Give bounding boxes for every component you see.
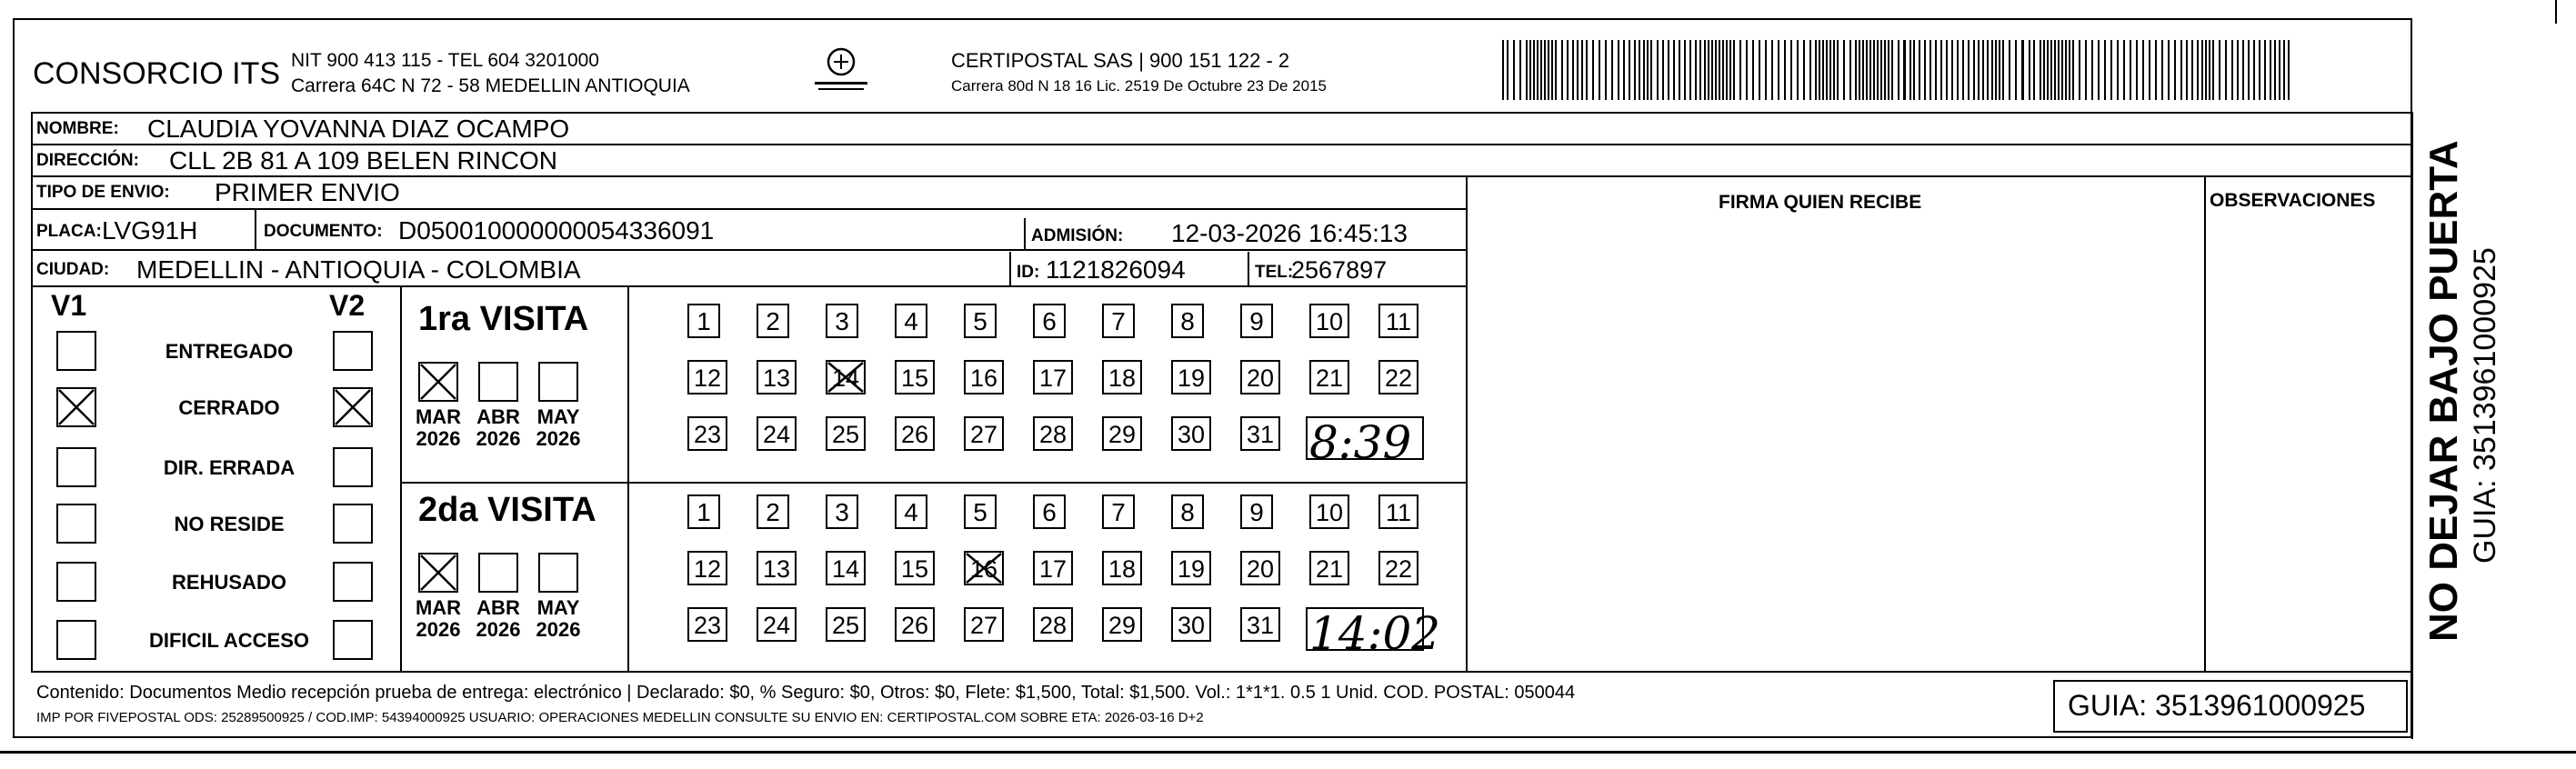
visit1-day-box[interactable] bbox=[1171, 304, 1204, 338]
status-v2-checkbox[interactable] bbox=[333, 620, 373, 660]
day-number: 24 bbox=[762, 612, 791, 639]
visit1-day-box[interactable] bbox=[895, 360, 935, 394]
visit1-title: 1ra VISITA bbox=[418, 300, 589, 338]
day-number: 26 bbox=[900, 612, 929, 639]
day-number: 18 bbox=[1108, 365, 1137, 392]
certipostal-logo bbox=[809, 42, 873, 96]
day-number: 14 bbox=[831, 555, 860, 583]
document-label: DOCUMENTO: bbox=[264, 222, 383, 241]
visit1-day-box[interactable] bbox=[964, 416, 1004, 451]
check-mark-icon bbox=[333, 387, 373, 427]
day-number: 9 bbox=[1249, 307, 1264, 335]
visit2-day-box[interactable] bbox=[687, 494, 720, 529]
col-line bbox=[2411, 112, 2413, 739]
day-number: 7 bbox=[1111, 498, 1126, 526]
check-mark-icon bbox=[964, 551, 1004, 585]
visit2-day-box[interactable] bbox=[826, 607, 866, 642]
status-v2-checkbox[interactable] bbox=[333, 387, 373, 427]
visit1-month-checkbox[interactable] bbox=[538, 362, 578, 402]
day-number: 20 bbox=[1246, 365, 1275, 392]
month-label: MAR bbox=[415, 596, 462, 619]
row-line bbox=[31, 112, 2413, 114]
visit2-day-box[interactable] bbox=[1240, 607, 1280, 642]
day-number: 6 bbox=[1042, 307, 1057, 335]
company-line-2: Carrera 64C N 72 - 58 MEDELLIN ANTIOQUIA bbox=[291, 75, 690, 96]
row-line bbox=[31, 175, 2413, 177]
day-number: 17 bbox=[1038, 365, 1067, 392]
visit2-day-box[interactable] bbox=[964, 494, 997, 529]
row-line bbox=[31, 285, 1468, 287]
day-number: 24 bbox=[762, 421, 791, 448]
status-option-label: DIFICIL ACCESO bbox=[148, 629, 310, 652]
visit2-day-box[interactable] bbox=[964, 551, 1004, 585]
print-line: IMP POR FIVEPOSTAL ODS: 25289500925 / COD.IMP: 54394000925 USUARIO: OPERACIONES MEDELLIN CONSULTE SU ENVIO EN: CERTIPOSTAL.COM SOBRE ETA: 2026-03-16 D+2 bbox=[36, 710, 1204, 725]
day-number: 20 bbox=[1246, 555, 1275, 583]
visit2-month-checkbox[interactable] bbox=[538, 553, 578, 593]
day-number: 30 bbox=[1177, 421, 1206, 448]
visit1-day-box[interactable] bbox=[1102, 304, 1135, 338]
company-name: CONSORCIO ITS bbox=[33, 56, 281, 91]
visit1-day-box[interactable] bbox=[895, 304, 927, 338]
day-number: 26 bbox=[900, 421, 929, 448]
right-edge-mark bbox=[2555, 0, 2557, 24]
visit2-month-checkbox[interactable] bbox=[418, 553, 458, 593]
visit1-day-box[interactable] bbox=[687, 360, 727, 394]
day-number: 4 bbox=[904, 498, 918, 526]
status-option-label: ENTREGADO bbox=[165, 340, 294, 363]
visit2-handwritten-time: 14:02 bbox=[1309, 607, 1441, 660]
visit1-day-box[interactable] bbox=[1378, 360, 1418, 394]
day-number: 19 bbox=[1177, 365, 1206, 392]
visit1-day-box[interactable] bbox=[1378, 304, 1418, 338]
shipping-type-value: PRIMER ENVIO bbox=[215, 178, 400, 206]
day-number: 3 bbox=[835, 498, 849, 526]
day-number: 17 bbox=[1038, 555, 1067, 583]
visit1-day-box[interactable] bbox=[895, 416, 935, 451]
day-number: 13 bbox=[762, 365, 791, 392]
visit1-day-box[interactable] bbox=[1033, 416, 1073, 451]
month-label: MAY bbox=[536, 596, 580, 619]
name-value: CLAUDIA YOVANNA DIAZ OCAMPO bbox=[147, 115, 570, 143]
col-line bbox=[1009, 252, 1011, 285]
col-line bbox=[400, 285, 402, 671]
day-number: 16 bbox=[969, 555, 998, 583]
day-number: 12 bbox=[693, 555, 722, 583]
day-number: 27 bbox=[969, 612, 998, 639]
visit1-day-box[interactable] bbox=[1240, 416, 1280, 451]
day-number: 2 bbox=[766, 498, 780, 526]
city-value: MEDELLIN - ANTIOQUIA - COLOMBIA bbox=[136, 255, 581, 284]
signature-area[interactable] bbox=[1468, 210, 2202, 670]
plate-label: PLACA: bbox=[36, 222, 102, 241]
visit2-day-box[interactable] bbox=[1171, 607, 1211, 642]
status-v1-checkbox[interactable] bbox=[56, 562, 96, 602]
visit1-handwritten-time: 8:39 bbox=[1309, 416, 1412, 469]
day-number: 29 bbox=[1108, 612, 1137, 639]
month-year: 2026 bbox=[416, 427, 461, 450]
check-mark-icon bbox=[56, 387, 96, 427]
visit2-day-box[interactable] bbox=[1033, 551, 1073, 585]
row-line bbox=[31, 144, 2413, 145]
month-year: 2026 bbox=[476, 618, 521, 641]
day-number: 14 bbox=[831, 365, 860, 392]
visit2-day-box[interactable] bbox=[1240, 551, 1280, 585]
status-v1-checkbox[interactable] bbox=[56, 620, 96, 660]
day-number: 1 bbox=[697, 307, 711, 335]
v2-label: V2 bbox=[329, 289, 366, 322]
visit2-day-box[interactable] bbox=[687, 551, 727, 585]
visit2-day-box[interactable] bbox=[895, 494, 927, 529]
visit1-day-box[interactable] bbox=[1102, 416, 1142, 451]
visit2-day-box[interactable] bbox=[895, 607, 935, 642]
v1-label: V1 bbox=[51, 289, 87, 322]
visit1-day-box[interactable] bbox=[1033, 304, 1066, 338]
month-year: 2026 bbox=[416, 618, 461, 641]
row-line bbox=[31, 249, 1468, 251]
visit1-day-box[interactable] bbox=[687, 416, 727, 451]
id-value: 1121826094 bbox=[1046, 255, 1186, 284]
row-line bbox=[31, 208, 1468, 210]
day-number: 23 bbox=[693, 421, 722, 448]
side-guide: GUIA: 3513961000925 bbox=[2468, 247, 2502, 564]
day-number: 1 bbox=[697, 498, 711, 526]
status-v1-checkbox[interactable] bbox=[56, 331, 96, 371]
barcode-icon bbox=[1502, 40, 2291, 100]
visit2-day-box[interactable] bbox=[1309, 551, 1349, 585]
day-number: 10 bbox=[1315, 308, 1344, 335]
day-number: 27 bbox=[969, 421, 998, 448]
day-number: 5 bbox=[973, 498, 987, 526]
day-number: 2 bbox=[766, 307, 780, 335]
visit1-day-box[interactable] bbox=[826, 304, 858, 338]
visit2-day-box[interactable] bbox=[757, 607, 797, 642]
visit1-day-box[interactable] bbox=[1240, 360, 1280, 394]
visit1-day-box[interactable] bbox=[1033, 360, 1073, 394]
visit1-day-box[interactable] bbox=[964, 360, 1004, 394]
day-number: 9 bbox=[1249, 498, 1264, 526]
month-label: ABR bbox=[476, 596, 520, 619]
visit1-day-box[interactable] bbox=[757, 304, 789, 338]
col-line bbox=[627, 285, 629, 671]
signature-header: FIRMA QUIEN RECIBE bbox=[1719, 192, 1922, 213]
check-mark-icon bbox=[418, 362, 458, 402]
visit1-day-box[interactable] bbox=[1309, 304, 1349, 338]
visit2-day-box[interactable] bbox=[757, 494, 789, 529]
day-number: 25 bbox=[831, 421, 860, 448]
month-label: MAR bbox=[415, 405, 462, 428]
tel-value: 2567897 bbox=[1291, 256, 1388, 284]
status-v2-checkbox[interactable] bbox=[333, 504, 373, 544]
day-number: 15 bbox=[900, 365, 929, 392]
carrier-line-2: Carrera 80d N 18 16 Lic. 2519 De Octubre 23 De 2015 bbox=[951, 77, 1327, 95]
visit2-day-box[interactable] bbox=[1033, 607, 1073, 642]
day-number: 8 bbox=[1180, 498, 1195, 526]
col-line bbox=[31, 112, 33, 671]
day-number: 12 bbox=[693, 365, 722, 392]
plate-value: LVG91H bbox=[102, 216, 198, 245]
visit2-day-box[interactable] bbox=[826, 494, 858, 529]
month-label: ABR bbox=[476, 405, 520, 428]
day-number: 6 bbox=[1042, 498, 1057, 526]
observations-header: OBSERVACIONES bbox=[2210, 190, 2376, 211]
visit1-day-box[interactable] bbox=[757, 360, 797, 394]
visit2-month-checkbox[interactable] bbox=[478, 553, 518, 593]
status-option-label: REHUSADO bbox=[172, 571, 286, 594]
visit1-day-box[interactable] bbox=[964, 304, 997, 338]
visit1-day-box[interactable] bbox=[1309, 360, 1349, 394]
barcode bbox=[1502, 40, 2291, 100]
day-number: 23 bbox=[693, 612, 722, 639]
visit2-day-box[interactable] bbox=[826, 551, 866, 585]
day-number: 11 bbox=[1385, 308, 1412, 335]
visit2-day-box[interactable] bbox=[964, 607, 1004, 642]
visit1-day-box[interactable] bbox=[826, 416, 866, 451]
month-label: MAY bbox=[536, 405, 580, 428]
visit2-day-box[interactable] bbox=[1378, 551, 1418, 585]
visit2-day-box[interactable] bbox=[757, 551, 797, 585]
day-number: 7 bbox=[1111, 307, 1126, 335]
day-number: 15 bbox=[900, 555, 929, 583]
id-label: ID: bbox=[1017, 263, 1040, 282]
status-v2-checkbox[interactable] bbox=[333, 447, 373, 487]
contents-line: Contenido: Documentos Medio recepción prueba de entrega: electrónico | Declarado: $0, % Seguro: $0, Otros: $0, Flete: $1,500, Total: $1,500. Vol.: 1*1*1. 0.5 1 Unid. COD. POSTAL: 050044 bbox=[36, 683, 1576, 703]
admission-label: ADMISIÓN: bbox=[1031, 226, 1124, 245]
visit2-day-box[interactable] bbox=[1240, 494, 1273, 529]
row-line bbox=[31, 671, 2413, 673]
observations-area[interactable] bbox=[2206, 210, 2410, 670]
city-label: CIUDAD: bbox=[36, 260, 110, 279]
side-warning: NO DEJAR BAJO PUERTA bbox=[2421, 140, 2466, 642]
visit1-month-checkbox[interactable] bbox=[478, 362, 518, 402]
day-number: 30 bbox=[1177, 612, 1206, 639]
col-line bbox=[1024, 218, 1026, 249]
check-mark-icon bbox=[826, 360, 866, 394]
company-line-1: NIT 900 413 115 - TEL 604 3201000 bbox=[291, 50, 599, 71]
guide-box-text: GUIA: 3513961000925 bbox=[2068, 689, 2366, 722]
visit1-month-checkbox[interactable] bbox=[418, 362, 458, 402]
visit1-day-box[interactable] bbox=[1171, 360, 1211, 394]
day-number: 13 bbox=[762, 555, 791, 583]
visit1-day-box[interactable] bbox=[1102, 360, 1142, 394]
day-number: 25 bbox=[831, 612, 860, 639]
visit2-day-box[interactable] bbox=[1033, 494, 1066, 529]
month-year: 2026 bbox=[536, 427, 581, 450]
day-number: 22 bbox=[1384, 555, 1413, 583]
address-value: CLL 2B 81 A 109 BELEN RINCON bbox=[169, 146, 557, 175]
day-number: 19 bbox=[1177, 555, 1206, 583]
visit2-day-box[interactable] bbox=[1102, 494, 1135, 529]
bottom-rule bbox=[0, 751, 2576, 754]
day-number: 21 bbox=[1315, 365, 1344, 392]
visit2-title: 2da VISITA bbox=[418, 491, 596, 529]
visit1-day-box[interactable] bbox=[1171, 416, 1211, 451]
day-number: 28 bbox=[1038, 421, 1067, 448]
day-number: 29 bbox=[1108, 421, 1137, 448]
day-number: 3 bbox=[835, 307, 849, 335]
month-year: 2026 bbox=[476, 427, 521, 450]
day-number: 28 bbox=[1038, 612, 1067, 639]
day-number: 18 bbox=[1108, 555, 1137, 583]
visit1-day-box[interactable] bbox=[687, 304, 720, 338]
visit2-day-box[interactable] bbox=[1171, 494, 1204, 529]
row-line bbox=[400, 482, 1468, 484]
status-option-label: NO RESIDE bbox=[174, 513, 285, 535]
status-v2-checkbox[interactable] bbox=[333, 331, 373, 371]
status-v2-checkbox[interactable] bbox=[333, 562, 373, 602]
shipping-type-label: TIPO DE ENVIO: bbox=[36, 183, 170, 202]
visit2-day-box[interactable] bbox=[1378, 494, 1418, 529]
admission-value: 12-03-2026 16:45:13 bbox=[1171, 219, 1408, 247]
col-line bbox=[255, 208, 256, 249]
document-value: D050010000000054336091 bbox=[398, 216, 715, 245]
status-v1-checkbox[interactable] bbox=[56, 447, 96, 487]
visit1-day-box[interactable] bbox=[1240, 304, 1273, 338]
month-year: 2026 bbox=[536, 618, 581, 641]
col-line bbox=[1248, 252, 1249, 285]
visit1-day-box[interactable] bbox=[826, 360, 866, 394]
day-number: 11 bbox=[1385, 499, 1412, 526]
visit2-day-box[interactable] bbox=[1102, 607, 1142, 642]
visit2-day-box[interactable] bbox=[1102, 551, 1142, 585]
status-v1-checkbox[interactable] bbox=[56, 504, 96, 544]
status-option-label: CERRADO bbox=[178, 396, 280, 419]
visit2-day-box[interactable] bbox=[1171, 551, 1211, 585]
status-v1-checkbox[interactable] bbox=[56, 387, 96, 427]
day-number: 22 bbox=[1384, 365, 1413, 392]
day-number: 10 bbox=[1315, 499, 1344, 526]
day-number: 21 bbox=[1315, 555, 1344, 583]
day-number: 5 bbox=[973, 307, 987, 335]
day-number: 4 bbox=[904, 307, 918, 335]
visit1-day-box[interactable] bbox=[757, 416, 797, 451]
visit2-day-box[interactable] bbox=[895, 551, 935, 585]
name-label: NOMBRE: bbox=[36, 119, 119, 138]
address-label: DIRECCIÓN: bbox=[36, 151, 139, 170]
status-option-label: DIR. ERRADA bbox=[163, 456, 296, 479]
day-number: 8 bbox=[1180, 307, 1195, 335]
visit2-day-box[interactable] bbox=[687, 607, 727, 642]
day-number: 16 bbox=[969, 365, 998, 392]
day-number: 31 bbox=[1246, 612, 1275, 639]
check-mark-icon bbox=[418, 553, 458, 593]
carrier-line-1: CERTIPOSTAL SAS | 900 151 122 - 2 bbox=[951, 49, 1290, 72]
tel-label: TEL: bbox=[1255, 263, 1294, 282]
visit2-day-box[interactable] bbox=[1309, 494, 1349, 529]
day-number: 31 bbox=[1246, 421, 1275, 448]
